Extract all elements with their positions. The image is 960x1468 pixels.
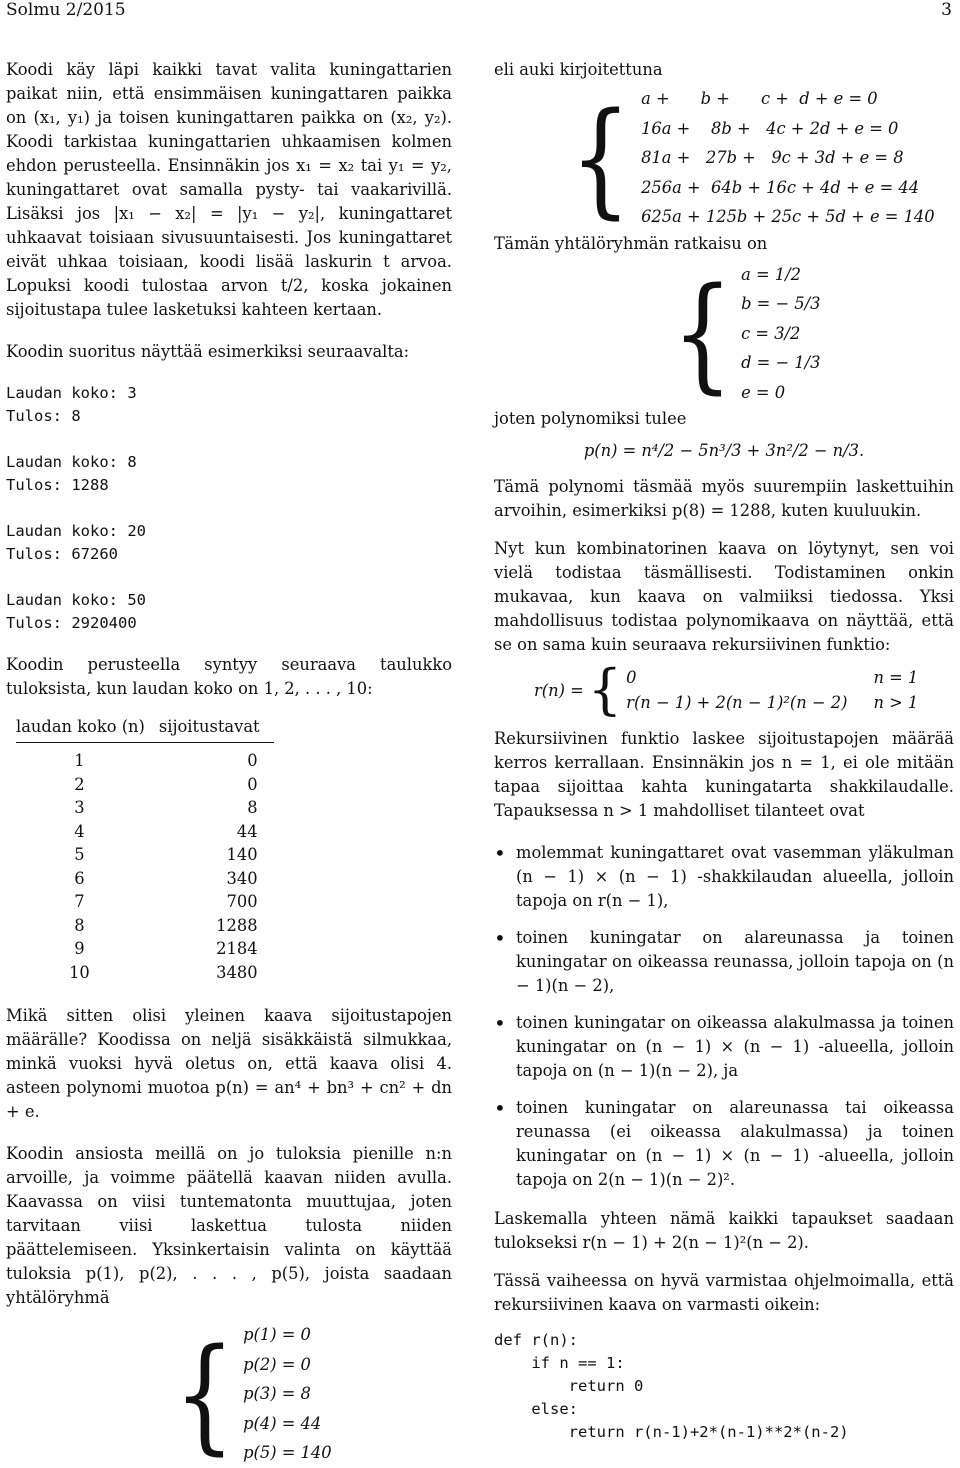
case-expression: 0 <box>626 668 637 687</box>
equation: b = − 5/3 <box>741 294 821 313</box>
table-row <box>16 890 274 914</box>
paragraph: Nyt kun kombinatorinen kaava on löytynyt, sen voi vielä todistaa täsmällisesti. Todistaminen onkin mukavaa, kun kaava on valmiiksi tiedossa. Yksi mahdollisuus todistaa polynomikaava on näyttää, että se on sama kuin seuraava rekursiivinen funktio: <box>494 539 954 654</box>
table-row <box>16 914 274 938</box>
code-line: return 0 <box>494 1377 644 1395</box>
solution-system <box>672 260 954 408</box>
equation: 81a + 27b + 9c + 3d + e = 8 <box>641 148 904 167</box>
recursive-definition <box>534 658 954 721</box>
results-table <box>16 717 274 984</box>
equation: a = 1/2 <box>741 264 801 284</box>
table-cell: 9 <box>74 939 85 959</box>
table-cell: 6 <box>74 868 85 888</box>
output-size: Laudan koko: 50 <box>6 591 146 609</box>
code-line: else: <box>494 1400 578 1418</box>
table-cell: 340 <box>226 868 258 888</box>
output-result: Tulos: 8 <box>6 407 81 425</box>
table-cell: 8 <box>74 915 85 935</box>
equation: 16a + 8b + 4c + 2d + e = 0 <box>641 118 899 138</box>
paragraph: Mikä sitten olisi yleinen kaava sijoitustapojen määrälle? Koodissa on neljä sisäkkäistä silmukkaa, minkä vuoksi hyvä oletus on, että kaava olisi 4. asteen polynomi muotoa p(n) = an⁴ + bn³ + cn² + dn + e. <box>6 1006 452 1121</box>
paragraph: Tässä vaiheessa on hyvä varmistaa ohjelmoimalla, että rekursiivinen kaava on varmasti oikein: <box>494 1271 954 1314</box>
case-expression: r(n − 1) + 2(n − 1)²(n − 2) <box>626 693 848 712</box>
paragraph: Koodin perusteella syntyy seuraava taulukko tuloksista, kun laudan koko on 1, 2, . . . , 10: <box>6 655 452 698</box>
recursion-lhs: r(n) = <box>534 680 584 700</box>
table-row <box>16 867 274 891</box>
paragraph: eli auki kirjoitettuna <box>494 60 663 79</box>
table-row <box>16 843 274 867</box>
paragraph: Koodi käy läpi kaikki tavat valita kuningattarien paikat niin, että ensimmäisen kuningattaren paikka on (x₁, y₁) ja toisen kuningattaren paikka on (x₂, y₂). Koodi tarkistaa kuningattarien uhkaamisen kolmen ehdon perusteella. Ensinnäkin jos x₁ = x₂ tai y₁ = y₂, kuningattaret ovat samalla pysty- tai vaakarivillä. Lisäksi jos |x₁ − x₂| = |y₁ − y₂|, kuningattaret uhkaavat toisiaan sivusuuntaisesti. Jos kuningattaret eivät uhkaa toisiaan, koodi lisää laskurin t arvoa. Lopuksi koodi tulostaa arvon t/2, koska jokainen sijoitustapa tulee lasketuksi kahteen kertaan. <box>6 60 452 319</box>
table-cell: 4 <box>74 821 85 841</box>
code-output <box>6 382 452 635</box>
table-cell: 8 <box>247 798 258 818</box>
output-result: Tulos: 67260 <box>6 545 118 563</box>
table-cell: 0 <box>247 774 258 794</box>
table-cell: 2184 <box>216 939 258 959</box>
equation: 625a + 125b + 25c + 5d + e = 140 <box>641 207 935 226</box>
table-cell: 3480 <box>216 962 258 982</box>
equation: p(1) = 0 <box>243 1325 311 1344</box>
paragraph: Koodin ansiosta meillä on jo tuloksia pienille n:n arvoille, ja voimme päätellä kaavan niiden avulla. Kaavassa on viisi tuntematonta muuttujaa, joten tarvitaan viisi laskettua tulosta niiden päättelemiseen. Yksinkertaisin valinta on käyttää tuloksia p(1), p(2), . . . , p(5), joista saadaan yhtälöryhmä <box>6 1144 452 1307</box>
case-condition: n > 1 <box>873 693 919 712</box>
table-cell: 7 <box>74 892 85 912</box>
equation-system <box>174 1320 452 1468</box>
table-row <box>16 796 274 820</box>
page-number: 3 <box>941 0 952 20</box>
equation: e = 0 <box>741 382 786 402</box>
polynomial-formula: p(n) = n⁴/2 − 5n³/3 + 3n²/2 − n/3. <box>583 441 865 460</box>
table-header: sijoitustavat <box>159 717 274 743</box>
table-cell: 5 <box>74 845 85 865</box>
equation: p(3) = 8 <box>243 1384 311 1403</box>
paragraph: joten polynomiksi tulee <box>494 409 687 428</box>
output-size: Laudan koko: 3 <box>6 384 137 402</box>
equation: p(4) = 44 <box>243 1413 322 1433</box>
equation: a + b + c + d + e = 0 <box>641 89 878 108</box>
code-line: if n == 1: <box>494 1354 625 1372</box>
table-row <box>16 773 274 797</box>
equation: p(5) = 140 <box>243 1443 332 1462</box>
table-cell: 140 <box>226 845 258 865</box>
list-item: • toinen kuningatar on oikeassa alakulmassa ja toinen kuningatar on (n − 1) × (n − 1) -alueella, jolloin tapoja on (n − 1)(n − 2), ja <box>494 1011 954 1083</box>
equation: d = − 1/3 <box>741 353 821 372</box>
left-column <box>6 58 452 1468</box>
paragraph: Rekursiivinen funktio laskee sijoitustapojen määrää kerros kerrallaan. Ensinnäkin jos n = 1, ei ole mitään tapaa sijoittaa kahta kuningatarta shakkilaudalle. Tapauksessa n > 1 mahdolliset tilanteet ovat <box>494 729 954 820</box>
table-row <box>16 820 274 844</box>
output-size: Laudan koko: 8 <box>6 453 137 471</box>
table-cell: 3 <box>74 798 85 818</box>
case-condition: n = 1 <box>873 668 919 687</box>
table-cell: 10 <box>69 962 90 982</box>
left-brace: { <box>587 658 623 721</box>
output-result: Tulos: 2920400 <box>6 614 137 632</box>
equation: c = 3/2 <box>741 323 801 343</box>
table-cell: 1288 <box>216 915 258 935</box>
equation-system <box>570 84 954 232</box>
table-cell: 2 <box>74 774 85 794</box>
output-size: Laudan koko: 20 <box>6 522 146 540</box>
table-cell: 700 <box>226 892 258 912</box>
left-brace: { <box>672 260 734 407</box>
paragraph: Koodin suoritus näyttää esimerkiksi seuraavalta: <box>6 342 410 361</box>
page-header <box>0 0 960 20</box>
left-brace: { <box>174 1320 236 1467</box>
table-row <box>16 937 274 961</box>
table-cell: 44 <box>236 821 258 841</box>
case-list <box>494 841 954 1192</box>
code-block <box>494 1329 954 1444</box>
equation: p(2) = 0 <box>243 1354 311 1374</box>
paragraph: Tämän yhtälöryhmän ratkaisu on <box>494 233 768 253</box>
list-item: • toinen kuningatar on alareunassa tai oikeassa reunassa (ei oikeassa alakulmassa) ja toinen kuningatar on (n − 1) × (n − 1) -alueella, jolloin tapoja on 2(n − 1)(n − 2)². <box>494 1096 954 1192</box>
code-line: def r(n): <box>494 1331 578 1349</box>
list-item: • molemmat kuningattaret ovat vasemman yläkulman (n − 1) × (n − 1) -shakkilaudan alueella, jolloin tapoja on r(n − 1), <box>494 841 954 913</box>
left-brace: { <box>570 84 632 231</box>
journal-issue: Solmu 2/2015 <box>6 0 126 20</box>
list-item: • toinen kuningatar on alareunassa ja toinen kuningatar on oikeassa reunassa, jolloin tapoja on (n − 1)(n − 2), <box>494 926 954 998</box>
paragraph: Tämä polynomi täsmää myös suurempiin laskettuihin arvoihin, esimerkiksi p(8) = 1288, kuten kuuluukin. <box>494 477 954 520</box>
table-row <box>16 743 274 773</box>
table-row <box>16 961 274 985</box>
table-header: laudan koko (n) <box>16 717 159 743</box>
table-cell: 0 <box>247 751 258 771</box>
table-cell: 1 <box>74 751 85 771</box>
equation: 256a + 64b + 16c + 4d + e = 44 <box>641 177 920 197</box>
output-result: Tulos: 1288 <box>6 476 109 494</box>
code-line: return r(n-1)+2*(n-1)**2*(n-2) <box>494 1423 849 1441</box>
paragraph: Laskemalla yhteen nämä kaikki tapaukset saadaan tulokseksi r(n − 1) + 2(n − 1)²(n − 2). <box>494 1209 954 1252</box>
right-column <box>494 58 954 1444</box>
